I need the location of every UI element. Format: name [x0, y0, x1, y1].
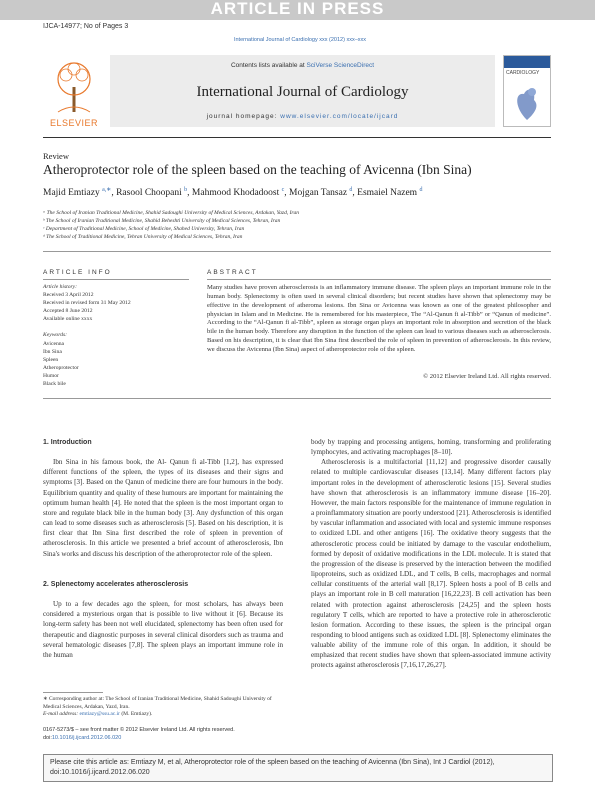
right-paragraph-continued: body by trapping and processing antigens, homing, transforming and proliferating lymphocytes, and activating macrophages [8–10]. — [311, 438, 551, 457]
journal-title: International Journal of Cardiology — [196, 84, 409, 100]
author-affil-mark[interactable]: d — [419, 187, 423, 193]
author-name: Mahmood Khodadoost — [191, 188, 280, 199]
issn-line: 0167-5273/$ – see front matter © 2012 Elsevier Ireland Ltd. All rights reserved. — [43, 727, 235, 733]
article-title: Atheroprotector role of the spleen based on the teaching of Avicenna (Ibn Sina) — [43, 162, 472, 177]
keyword: Avicenna — [43, 340, 65, 347]
section-type: Review — [43, 151, 69, 161]
journal-reference[interactable]: International Journal of Cardiology xxx (2012) xxx–xxx — [233, 37, 367, 43]
email-link[interactable]: emtiazy@ssu.ac.ir — [79, 711, 120, 717]
footnote-text: ∗ Corresponding author at: The School of Iranian Traditional Medicine, Shahid Sadoughi University of Medical Sciences, Ardakan, Yazd, Iran. — [43, 696, 272, 710]
cover-banner — [504, 56, 550, 68]
abstract-bottom-rule — [43, 398, 551, 399]
right-column — [311, 437, 551, 671]
section2-heading: 2. Splenectomy accelerates atherosclerosis — [43, 581, 189, 588]
document-id: IJCA-14977; No of Pages 3 — [43, 23, 129, 30]
banner-text: ARTICLE IN PRESS — [210, 0, 385, 18]
email-label: E-mail address: — [43, 711, 80, 717]
homepage-link[interactable]: www.elsevier.com/locate/ijcard — [280, 113, 399, 120]
affiliation: ᵇ The School of Iranian Traditional Medicine, Shahid Beheshti University of Medical Sciences, Tehran, Iran — [43, 218, 281, 224]
contents-line — [110, 62, 495, 69]
history-item: Available online xxxx — [43, 316, 93, 323]
article-info-rule — [43, 279, 189, 280]
author-affil-mark[interactable]: d — [349, 187, 353, 193]
article-info-block — [43, 283, 189, 388]
author-affil-mark[interactable]: a,∗ — [102, 187, 112, 193]
author-name: Mojgan Tansaz — [289, 188, 348, 199]
doi-block — [43, 727, 235, 742]
left-column-intro — [43, 438, 283, 559]
abstract-copyright: © 2012 Elsevier Ireland Ltd. All rights reserved. — [423, 373, 551, 380]
author-list: Majid Emtiazy $^{a,∗}$, Rasool Choopani $^b$, Mahmood Khodadoost $^c$, Mojgan Tansaz $^d$, Esmaiel Nazem $^d$ — [43, 187, 423, 199]
keyword: Atheroprotector — [43, 364, 79, 371]
author-name: Majid Emtiazy — [43, 188, 100, 199]
right-paragraph: Atherosclerosis is a multifactorial [11,12] and progressive disorder causally related to multiple cardiovascular diseases [13,14]. Many different factors play important roles in the development of atherosclerotic lesions [15]. Several studies have shown that atherosclerosis is an inflammatory immune disease [16–20]. However, the main factors responsible for the maintenance of immune regulation in a proinflammatory situation are poorly understood [21]. Atherosclerosis is identified by vascular inflammation and associated with local and systemic immune responses to oxidized LDL and other antigens [16]. The oxidative theory suggests that the atherosclerotic process could be initiated by damage to the vascular endothelium, formed by deposit of oxidative modifications in the LDL molecule. It is stated that the progression of the disease is preserved by the interaction between the modified lipoproteins, such as oxidized LDL, and T cells, B cells, macrophages and normal cellular constituents of the arterial wall [8,17]. Spleen hosts a pool of B cells and plays an important role in B cell maturation [16,22,23]. B cell activation has been related with protection against atherosclerosis [24,25] and the spleen hosts regulatory T cells, which are reported to have a protective role in atherosclerotic lesion formation. According to these issues, the spleen is the principal organ responding to blood antigens such as oxidized LDL [8]. Splenectomy eliminates the valuable ability of the immune role of this organ. In addition, it should be emphasized that recent studies have shown that spleen-associated immune activity protects against atherosclerosis [7,16,17,26,27]. — [311, 458, 551, 670]
elsevier-tree-logo-icon — [44, 57, 104, 117]
doi-link[interactable]: 10.1016/j.ijcard.2012.06.020 — [51, 734, 122, 741]
article-info-heading: ARTICLE INFO — [43, 269, 112, 276]
author-name: Esmaiel Nazem — [357, 188, 418, 199]
affiliation: ᵃ The School of Iranian Traditional Medicine, Shahid Sadoughi University of Medical Sciences, Ardakan, Yazd, Iran — [43, 210, 300, 216]
affiliation: ᶜ Department of Traditional Medicine, School of Medicine, Shahed University, Tehran, Iran — [43, 226, 245, 232]
author-affil-mark[interactable]: b — [184, 187, 188, 193]
intro-heading: 1. Introduction — [43, 439, 92, 446]
sciencedirect-link[interactable]: SciVerse ScienceDirect — [306, 62, 375, 69]
cover-heart-illustration-icon — [512, 82, 542, 122]
author-affil-mark[interactable]: c — [281, 187, 285, 193]
doi-prefix: doi: — [43, 734, 52, 741]
abstract-heading: ABSTRACT — [207, 269, 258, 276]
header-rule — [43, 137, 551, 138]
keyword: Ibn Sina — [43, 348, 62, 355]
journal-cover-thumbnail — [503, 55, 551, 127]
footnote-rule — [43, 692, 103, 693]
email-suffix: (M. Emtiazy). — [119, 711, 153, 717]
elsevier-wordmark: ELSEVIER — [49, 118, 99, 128]
cover-title: CARDIOLOGY — [506, 70, 540, 76]
keyword: Black bile — [43, 381, 66, 388]
section2-paragraph: Up to a few decades ago the spleen, for most scholars, has always been considered a mysterious organ that is possible to live without it [6]. Because its long-term safety has been not well elucidated, splenectomy has been often used for therapeutic and diagnostic purposes in several clinical disorders such as trauma and several hematologic diseases [7,8]. The spleen plays an important immune role in the human — [43, 600, 283, 659]
keyword: Humor — [43, 372, 59, 379]
article-in-press-banner — [0, 0, 595, 20]
left-column-section2 — [43, 580, 283, 660]
citation-text: Please cite this article as: Emtiazy M, et al, Atheroprotector role of the spleen based on the teaching of Avicenna (Ibn Sina), Int J Cardiol (2012), doi:10.1016/j.ijcard.2012.06.020 — [50, 759, 495, 776]
affiliation-list — [43, 209, 299, 241]
keyword: Spleen — [43, 356, 59, 363]
keywords-label: Keywords: — [43, 332, 68, 339]
history-item: Accepted 8 June 2012 — [43, 308, 93, 315]
affiliation: ᵈ The School of Traditional Medicine, Tehran University of Medical Sciences, Tehran, Iran — [43, 234, 243, 240]
history-label: Article history: — [43, 284, 78, 290]
abstract-text: Many studies have proven atherosclerosis is an inflammatory immune disease. The spleen plays an important immune role in the human body. Splenectomy is often used in several clinical disorders; but recent studies have shown that splenectomy may be effective in the development of atheroma lesions. Ibn Sina or Avicenna was known as one of the greatest philosopher and physician in Islam and in Medicine. He is remembered for his masterpiece, The “Al-Qanun fi al-Tibb” or “Qanun of medicine”. According to the “Al-Qanun fi al-Tibb”, spleen as storage organ plays an important role in absorption and secretion of the black bile in the human body. Therefore any disruption in the function of the spleen can lead to various diseases such as atherosclerosis. Based on his description, it is clear that Ibn Sina first described the role of spleen in prevention of atherosclerosis. In this review, we discuss the Avicenna (Ibn Sina) aspect of atheroprotector role of the spleen. — [207, 284, 551, 353]
corresponding-author-footnote — [43, 696, 283, 719]
abstract-rule — [207, 279, 551, 280]
homepage-prefix: journal homepage: — [206, 113, 281, 120]
journal-homepage-line — [110, 113, 495, 120]
intro-paragraph: Ibn Sina in his famous book, the Al- Qanun fi al-Tibb [1,2], has expressed different functions of the spleen, the types of its diseases and their signs and symptoms [3]. Based on the Qanun of medicine there are four humours in the body. Equilibrium quantity and quality of these humours are important for maintaining the optimum human health [4]. He noted that the spleen is the most important organ to store and regulate black bile in the human body [3]. Any dysfunction of this organ can lead to some diseases such as atherosclerosis [5]. Based on his description, it is first clear that Ibn Sina first described the role of spleen in prevention of atherosclerosis. In this article we presented a brief account of atherosclerosis, Ibn Sina's works and discuss his description of the atheroprotector role of the spleen. — [43, 458, 283, 558]
contents-prefix: Contents lists available at — [230, 62, 307, 69]
history-item: Received in revised form 31 May 2012 — [43, 300, 131, 307]
history-item: Received 3 April 2012 — [43, 292, 94, 299]
author-name: Rasool Choopani — [116, 188, 182, 199]
citation-box — [43, 754, 553, 782]
affiliation-rule — [43, 251, 551, 252]
